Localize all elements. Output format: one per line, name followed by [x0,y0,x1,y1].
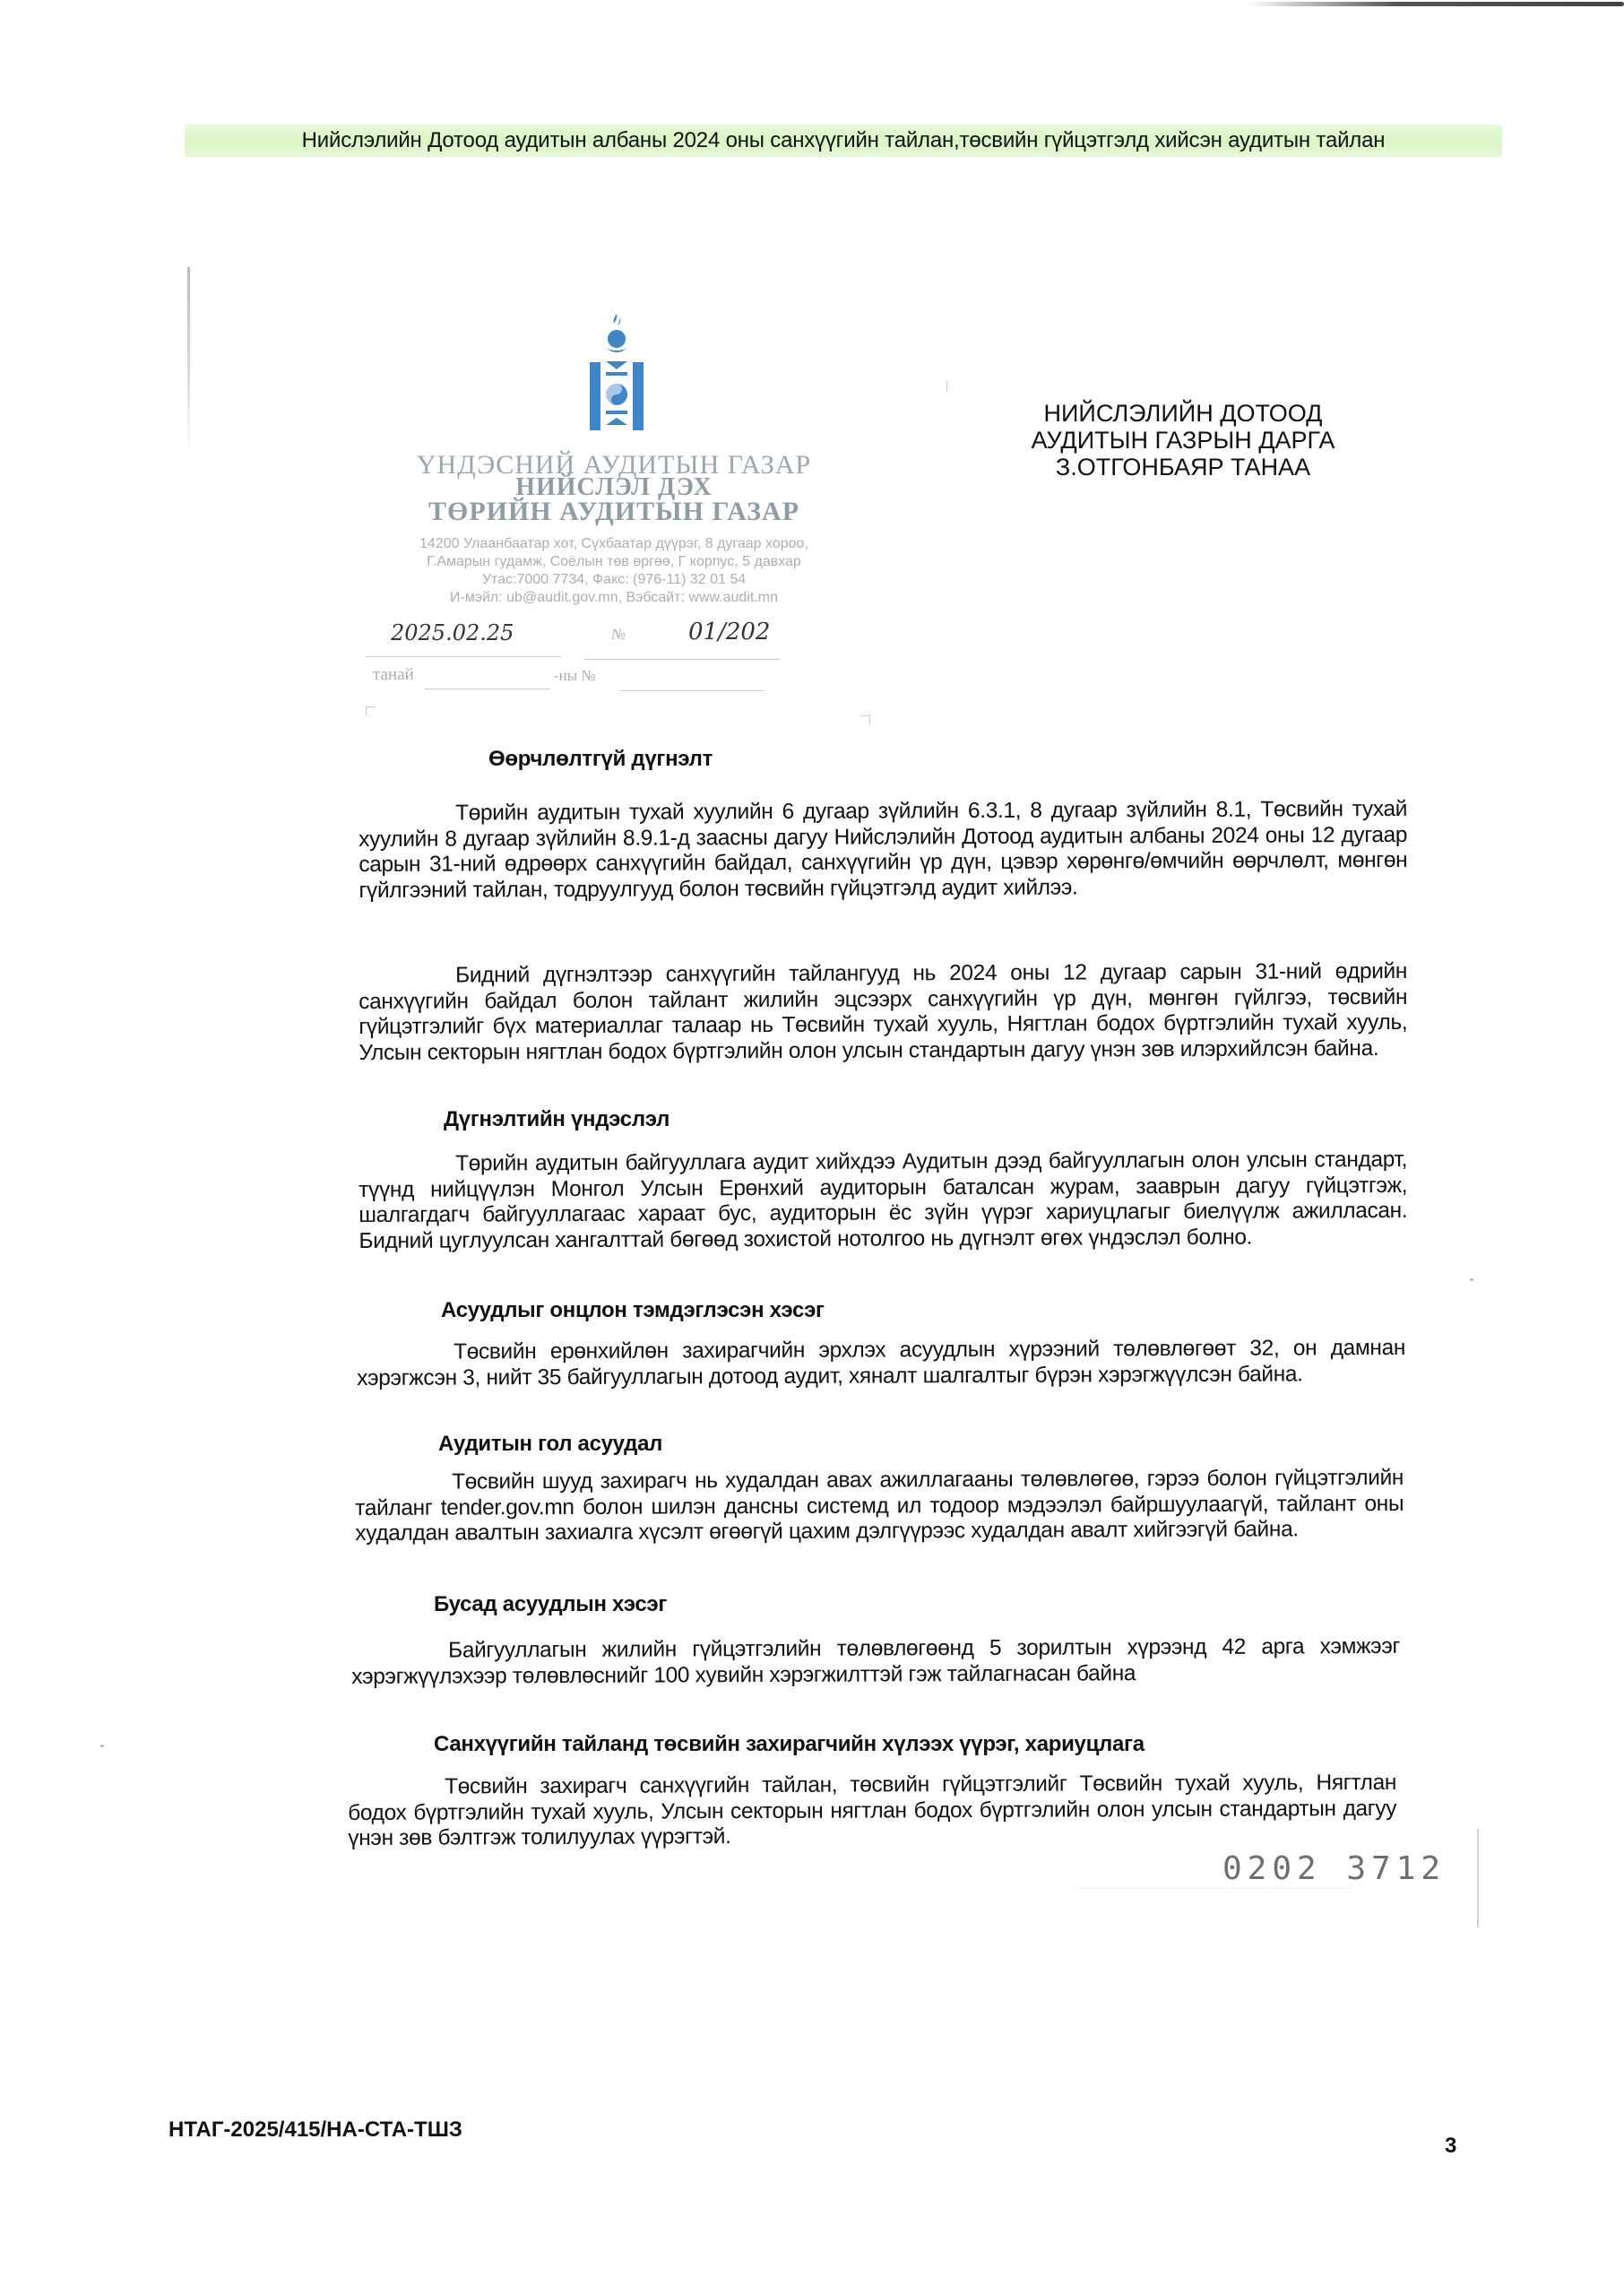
paragraph-text: Төрийн аудитын байгууллага аудит хийхдээ Аудитын дээд байгууллагын олон улсын стандарт, түүнд нийцүүлэн Монгол Улсын Ерөнхий аудиторын баталсан журам, зааврын дагуу гүйцэтгэж, шалгагдагч байгууллагаас хараат бус, аудиторын ёс зүйн үүрэг хариуцлагыг биелүүлж ажилласан. Бидний цуглуулсан хангалттай бөгөөд зохистой нотолгоо нь дүгнэлт өгөх үндэслэл болно. [358,1147,1408,1253]
paragraph-text: Төсвийн ерөнхийлөн захирагчийн эрхлэх асуудлын хүрээний төлөвлөгөөт 32, он дамнан хэрэгжсэн 3, нийт 35 байгууллагын дотоод аудит, хяналт шалгалтыг бүрэн хэрэгжүүлсэн байна. [357,1335,1406,1390]
email-website-line: И-мэйл: ub@audit.gov.mn, Вэбсайт: www.audit.mn [450,590,778,605]
paragraph-other-matters [351,1633,1401,1690]
paragraph-text: Байгууллагын жилийн гүйцэтгэлийн төлөвлөгөөнд 5 зорилтын хүрээнд 42 арга хэмжээг хэрэгжүүлэхээр төлөвлөснийг 100 хувийн хэрэгжилттэй гэж тайлагнасан байна [351,1633,1401,1689]
paragraph-text: Төсвийн захирагч санхүүгийн тайлан, төсвийн гүйцэтгэлийг Төсвийн тухай хууль, Нягтлан бодох бүртгэлийн тухай хууль, Улсын секторын нягтлан бодох бүртгэлийн олон улсын стандартын дагуу үнэн зөв бэлтгэж толилуулах үүрэгтэй. [348,1770,1397,1850]
key-matters-heading: Аудитын гол асуудал [438,1432,663,1456]
scan-footer-path: · · · · · · · · · · · · · · · · · · · · · · · · · · · · · · · · · · · · · · · · · · · · · · · · · · · · · · · · · · · · · · · · · · · · · · · · · · · · [1075,1886,1352,1892]
paragraph-text: Төрийн аудитын тухай хуулийн 6 дугаар зүйлийн 6.3.1, 8 дугаар зүйлийн 8.1, Төсвийн тухай хуулийн 8 дугаар зүйлийн 8.9.1-д заасны дагуу Нийслэлийн Дотоод аудитын албаны 2024 оны 12 дугаар сарын 31-ний өдрөөрх санхүүгийн байдал, санхүүгийн үр дүн, цэвэр хөрөнгө/өмчийн өөрчлөлт, мөнгөн гүйлгээний тайлан, тодруулгууд болон төсвийн гүйцэтгэлд аудит хийлээ. [358,796,1408,903]
paragraph-text: Бидний дүгнэлтээр санхүүгийн тайлангууд нь 2024 оны 12 дугаар сарын 31-ний өдрийн санхүүгийн байдал болон тайлант жилийн эцсээрх санхүүгийн үр дүн, мөнгөн гүйлгээ, төсвийн гүйцэтгэлийг бүх материаллаг талаар нь Төсвийн тухай хууль, Нягтлан бодох бүртгэлийн тухай хууль, Улсын секторын нягтлан бодох бүртгэлийн олон улсын стандартын дагуу үнэн зөв илэрхийлсэн байна. [358,958,1408,1065]
org-name-line1: ҮНДЭСНИЙ АУДИТЫН ГАЗАР [416,450,812,480]
other-matters-heading: Бусад асуудлын хэсэг [434,1592,668,1616]
recipient-line2: АУДИТЫН ГАЗРЫН ДАРГА [1031,427,1335,454]
report-header-title: Нийслэлийн Дотоод аудитын албаны 2024 оны санхүүгийн тайлан,төсвийн гүйцэтгэлд хийсэн аудитын тайлан [301,128,1386,152]
page-number: 3 [1445,2134,1457,2158]
soyombo-emblem-icon [588,312,645,434]
address-line: 14200 Улаанбаатар хот, Сүхбаатар дүүрэг, 8 дугаар хороо, [419,536,808,551]
scan-margin-line-right [1477,1829,1479,1927]
scan-speck [100,1745,104,1747]
responsibility-heading: Санхүүгийн тайланд төсвийн захирагчийн хүлээх үүрэг, хариуцлага [434,1732,1145,1756]
handwritten-date: 2025.02.25 [391,620,514,645]
recipient-corner-mark [937,381,947,392]
number-underline [584,659,780,660]
opinion-heading: Өөрчлөлтгүй дүгнэлт [488,747,713,771]
emphasis-heading: Асуудлыг онцлон тэмдэглэсэн хэсэг [441,1298,825,1322]
reply-number-underline [620,690,764,691]
paragraph-emphasis [357,1335,1406,1391]
number-label: № [611,626,626,643]
handwritten-letter-number: 01/202 [688,619,771,645]
reply-number-label: -ны № [554,667,596,684]
basis-heading: Дүгнэлтийн үндэслэл [444,1107,670,1131]
recipient-line3: З.ОТГОНБАЯР ТАНАА [1055,454,1311,481]
document-code: НТАГ-2025/415/НА-СТА-ТШЗ [168,2117,462,2142]
phone-fax-line: Утас:7000 7734, Факс: (976-11) 32 01 54 [481,572,747,587]
reply-date-underline [425,688,550,689]
scan-edge-artifact [1246,2,1624,6]
address-line: Г.Амарын гудамж, Соёлын төв өргөө, Г корпус, 5 давхар [427,554,801,569]
scan-margin-line [187,267,190,455]
org-name-line2: НИЙСЛЭЛ ДЭХ [515,473,713,501]
recipient-block [995,400,1371,481]
reply-label: танай [373,665,414,684]
paragraph-responsibility [348,1770,1397,1852]
address-corner-mark [366,706,376,716]
recipient-line1: НИЙСЛЭЛИЙН ДОТООД [1043,400,1323,427]
date-underline [366,656,561,657]
org-name-line3: ТӨРИЙН АУДИТЫН ГАЗАР [428,497,800,526]
stamp-number: 0202 3712 [1222,1850,1447,1887]
address-corner-mark [860,715,870,725]
paragraph-key-matters [355,1465,1404,1547]
paragraph-text: Төсвийн шууд захирагч нь худалдан авах ажиллагааны төлөвлөгөө, гэрээ болон гүйцэтгэлийн тайланг tender.gov.mn болон шилэн дансны системд ил тодоор мэдээлэл байршуулаагүй, тайлант оны худалдан авалтын захиалга хүсэлт өгөөгүй цахим дэлгүүрээс худалдан авалт хийгээгүй байна. [355,1465,1404,1546]
paragraph-opinion [358,958,1408,1066]
scan-speck [1470,1278,1473,1281]
paragraph-basis [358,1147,1408,1254]
paragraph-audit-scope [358,796,1408,904]
